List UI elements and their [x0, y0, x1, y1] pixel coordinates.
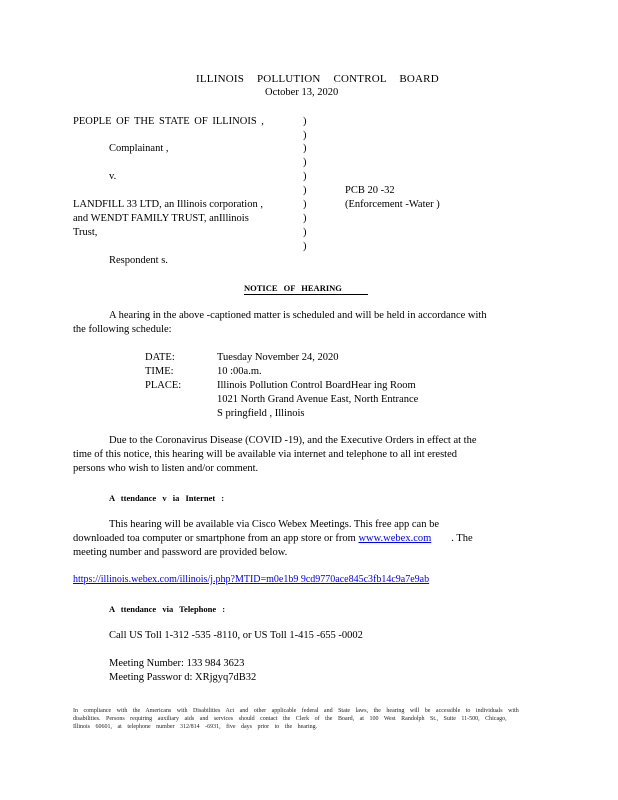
respondent-line-1: LANDFILL 33 LTD, an Illinois corporation , [73, 199, 263, 210]
internet-line-2 [73, 533, 473, 545]
covid-line-2: time of this notice, this hearing will be available via internet and telephone to all int erested [73, 449, 458, 460]
date-value: Tuesday November 24, 2020 [217, 352, 339, 363]
board-name: ILLINOIS POLLUTION CONTROL BOARD [196, 73, 439, 85]
time-label: TIME: [145, 366, 174, 377]
caption-paren: ) [303, 199, 307, 210]
notice-date: October 13, 2020 [265, 87, 339, 98]
caption-paren: ) [303, 116, 307, 127]
versus-label: v. [109, 171, 117, 182]
date-label: DATE: [145, 352, 175, 363]
respondent-line-2: and WENDT FAMILY TRUST, anIllinois [73, 213, 249, 224]
footer-line-1: In compliance with the Americans with Disabilities Act and other applicable federal and State laws, the hearing will be accessible to individuals with [73, 708, 519, 714]
complainant-label: Complainant , [109, 143, 169, 154]
place-line-1: Illinois Pollution Control BoardHear ing Room [217, 380, 416, 391]
caption-paren: ) [303, 157, 307, 168]
internet-line-2-text: downloaded toa computer or smartphone from an app store or from [73, 533, 356, 544]
intro-line-2: the following schedule: [73, 324, 172, 335]
caption-paren: ) [303, 143, 307, 154]
respondent-line-3: Trust, [73, 227, 98, 238]
case-number: PCB 20 -32 [345, 185, 395, 196]
meeting-url-link[interactable]: https://illinois.webex.com/illinois/j.php?MTID=m0e1b9 9cd9770ace845c3fb14c9a7e9ab [73, 574, 430, 585]
place-line-3: S pringfield , Illinois [217, 408, 305, 419]
caption-paren: ) [303, 171, 307, 182]
webex-link[interactable]: www.webex.com [358, 533, 432, 544]
respondents-label: Respondent s. [109, 255, 168, 266]
caption-paren: ) [303, 241, 307, 252]
caption-paren: ) [303, 227, 307, 238]
covid-line-3: persons who wish to listen and/or comment. [73, 463, 259, 474]
telephone-heading: A ttendance via Telephone : [109, 604, 226, 614]
time-value: 10 :00a.m. [217, 366, 262, 377]
footer-line-3: Illinois 60601, at telephone number 312/814 -6931, five days prior to the hearing. [73, 724, 318, 730]
caption-paren: ) [303, 213, 307, 224]
internet-line-1: This hearing will be available via Cisco Webex Meetings. This free app can be [109, 519, 439, 530]
plaintiff-name: PEOPLE OF THE STATE OF ILLINOIS , [73, 116, 264, 127]
covid-line-1: Due to the Coronavirus Disease (COVID -19), and the Executive Orders in effect at the [109, 435, 477, 446]
notice-title: NOTICE OF HEARING [244, 283, 368, 295]
meeting-password: Meeting Passwor d: XRjgyq7dB32 [109, 672, 257, 683]
call-numbers: Call US Toll 1-312 -535 -8110, or US Toll 1-415 -655 -0002 [109, 630, 363, 641]
internet-line-3: meeting number and password are provided below. [73, 547, 288, 558]
caption-paren: ) [303, 130, 307, 141]
intro-line-1: A hearing in the above -captioned matter is scheduled and will be held in accordance with [109, 310, 487, 321]
meeting-number: Meeting Number: 133 984 3623 [109, 658, 245, 669]
case-type: (Enforcement -Water ) [345, 199, 440, 210]
internet-heading: A ttendance v ia Internet : [109, 493, 225, 503]
caption-paren: ) [303, 185, 307, 196]
place-label: PLACE: [145, 380, 182, 391]
place-line-2: 1021 North Grand Avenue East, North Entrance [217, 394, 419, 405]
footer-line-2: disabilities. Persons requiring auxiliary aids and services should contact the Clerk of the Board, at 100 West Randolph St., Suite 11-500, Chicago, [73, 716, 507, 722]
internet-line-2-end: . The [451, 533, 473, 544]
